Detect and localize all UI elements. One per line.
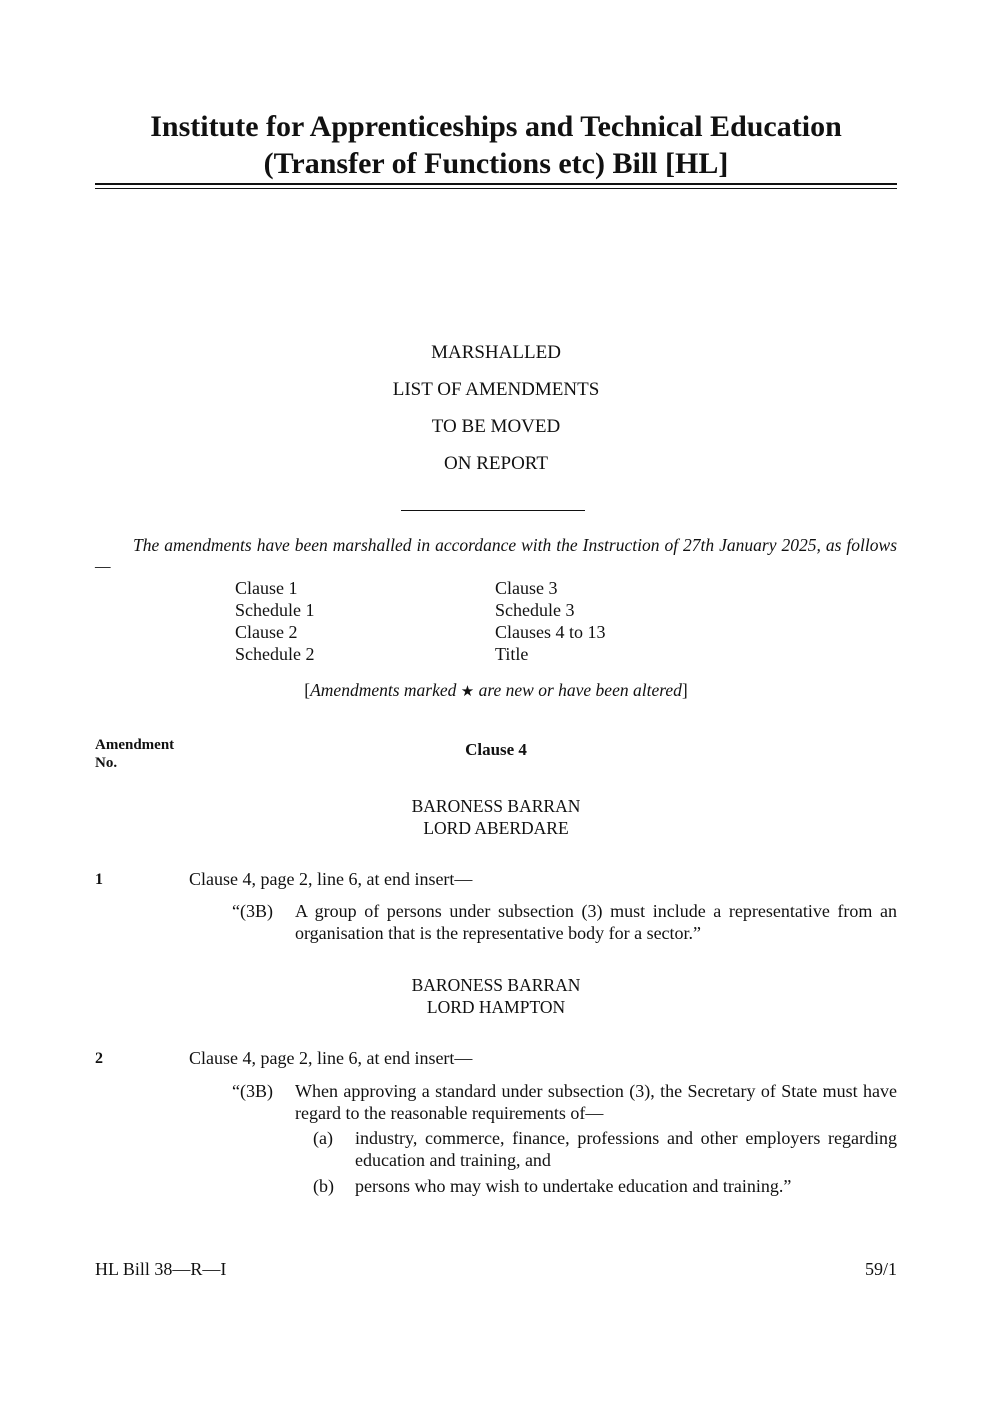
bracket-open: [: [304, 680, 311, 700]
heading-line-4: ON REPORT: [444, 453, 548, 474]
title-rule-thick: [95, 183, 897, 185]
bill-title-line-2: (Transfer of Functions etc) Bill [HL]: [263, 147, 729, 180]
paragraph-label: (a): [313, 1128, 333, 1148]
bill-title-line-1: Institute for Apprenticeships and Technical Education: [150, 110, 842, 143]
paragraph-label: (b): [313, 1176, 334, 1196]
bill-title: [95, 108, 897, 182]
star-note: [95, 680, 897, 701]
star-note-text: Amendments marked: [310, 680, 461, 700]
sponsors: [95, 974, 897, 1018]
star-icon: ★: [460, 682, 475, 700]
clause-heading: Clause 4: [465, 740, 527, 759]
order-item: Schedule 2: [235, 644, 315, 664]
order-item: Clause 2: [235, 622, 298, 642]
order-item: Title: [495, 644, 529, 664]
subsection-label: “(3B): [232, 1081, 273, 1101]
subsection-text: A group of persons under subsection (3) must include a representative from an organisation that is the representative body for a sector.”: [295, 901, 897, 943]
order-column-1: [235, 577, 314, 665]
footer-page-reference: 59/1: [864, 1259, 897, 1279]
heading-line-3: TO BE MOVED: [431, 416, 561, 437]
order-column-2: [495, 577, 606, 665]
paragraph-text: industry, commerce, finance, professions and other employers regarding education and training, and: [355, 1128, 897, 1170]
paragraph-text: persons who may wish to undertake education and training.”: [355, 1176, 792, 1196]
amendment-no-label-line-2: No.: [95, 755, 118, 771]
star-note-text: are new or have been altered: [474, 680, 682, 700]
amendment-instruction: Clause 4, page 2, line 6, at end insert—: [189, 869, 473, 889]
order-item: Clause 3: [495, 578, 558, 598]
sponsor-name: LORD HAMPTON: [426, 997, 566, 1017]
section-divider: [401, 510, 585, 511]
title-rule-thin: [95, 188, 897, 189]
sponsor-name: BARONESS BARRAN: [411, 975, 581, 995]
order-item: Schedule 1: [235, 600, 315, 620]
bracket-close: ]: [681, 680, 688, 700]
sponsors: [95, 795, 897, 839]
amendment-no-label-line-1: Amendment: [95, 737, 175, 753]
sponsor-name: BARONESS BARRAN: [411, 796, 581, 816]
order-item: Clause 1: [235, 578, 298, 598]
sponsor-name: LORD ABERDARE: [423, 818, 569, 838]
heading-line-1: MARSHALLED: [431, 342, 561, 363]
heading-line-2: LIST OF AMENDMENTS: [392, 379, 600, 400]
subsection-label: “(3B): [232, 901, 273, 921]
subsection-text: When approving a standard under subsection (3), the Secretary of State must have regard to the reasonable requirements of—: [295, 1081, 897, 1123]
amendment-number: 2: [95, 1050, 103, 1067]
order-item: Clauses 4 to 13: [495, 622, 606, 642]
marshalling-intro: The amendments have been marshalled in accordance with the Instruction of 27th January 2025, as follows—: [95, 535, 897, 576]
amendment-number: 1: [95, 871, 103, 888]
footer-bill-reference: HL Bill 38—R—I: [95, 1259, 227, 1279]
order-item: Schedule 3: [495, 600, 575, 620]
amendment-instruction: Clause 4, page 2, line 6, at end insert—: [189, 1048, 473, 1068]
